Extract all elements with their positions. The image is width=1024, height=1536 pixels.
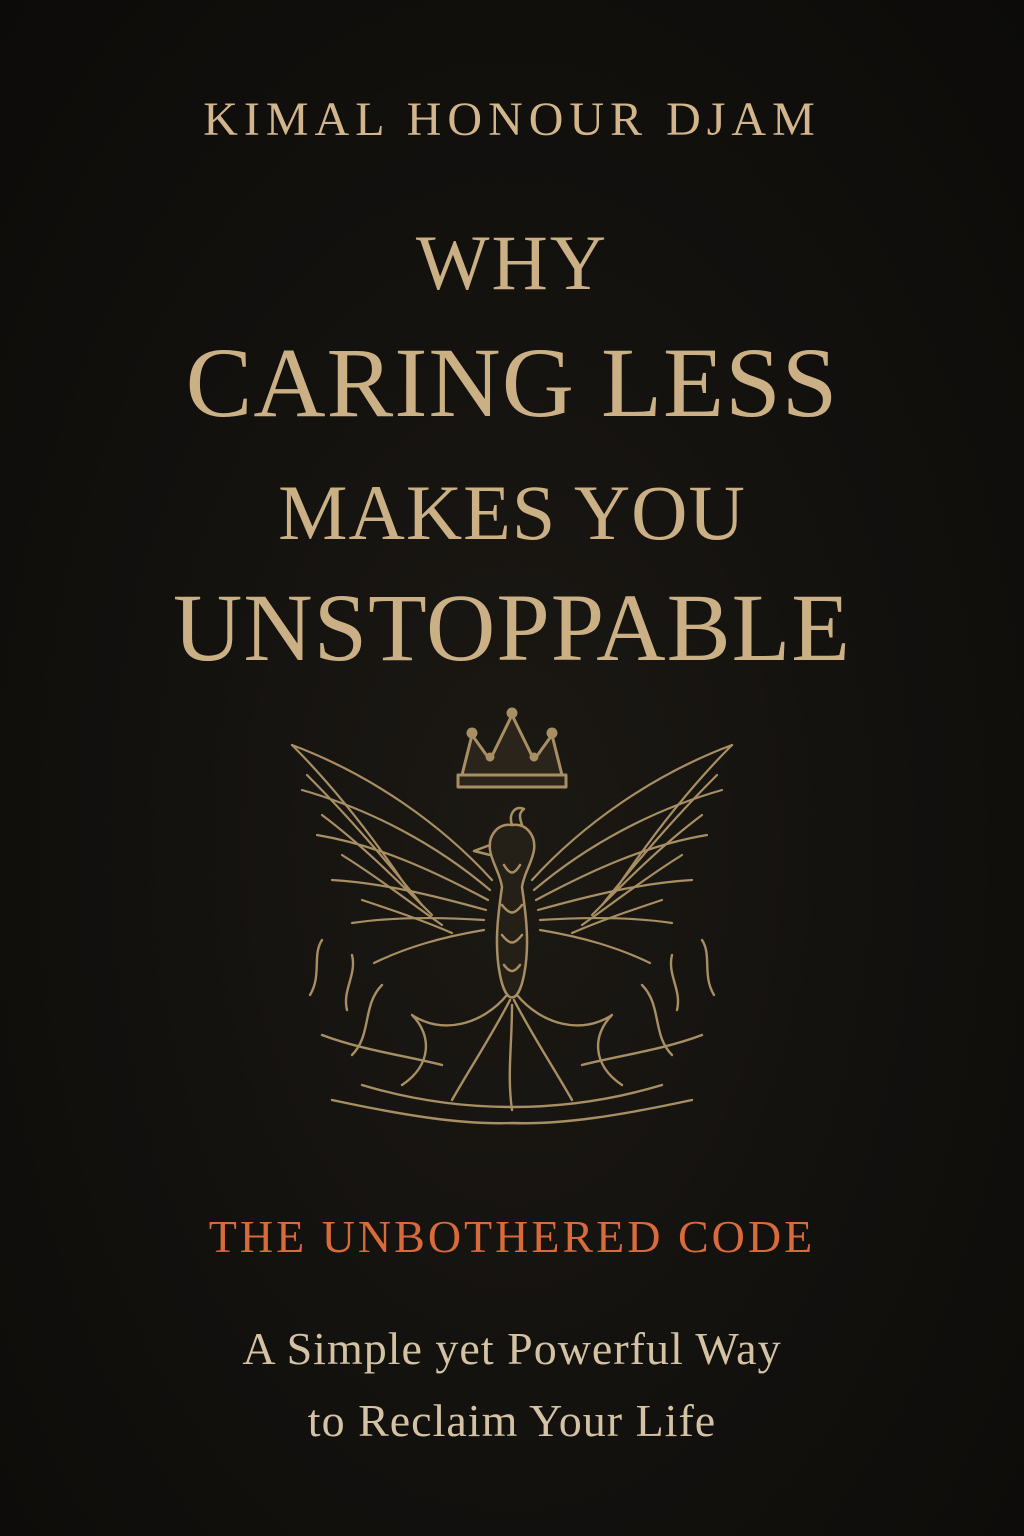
title-line-2: CARING LESS — [185, 327, 839, 438]
title-line-4: UNSTOPPABLE — [173, 574, 851, 681]
title-line-1: WHY — [415, 219, 609, 306]
subtitle-line-2: to Reclaim Your Life — [307, 1395, 717, 1446]
series-title: THE UNBOTHERED CODE — [208, 1211, 816, 1262]
author-name: KIMAL HONOUR DJAM — [203, 93, 821, 146]
phoenix-body-icon — [474, 808, 534, 998]
crown-icon — [458, 709, 566, 787]
subtitle-line-1: A Simple yet Powerful Way — [242, 1323, 782, 1374]
title-line-3: MAKES YOU — [278, 469, 746, 556]
phoenix-crown-emblem — [262, 705, 762, 1135]
